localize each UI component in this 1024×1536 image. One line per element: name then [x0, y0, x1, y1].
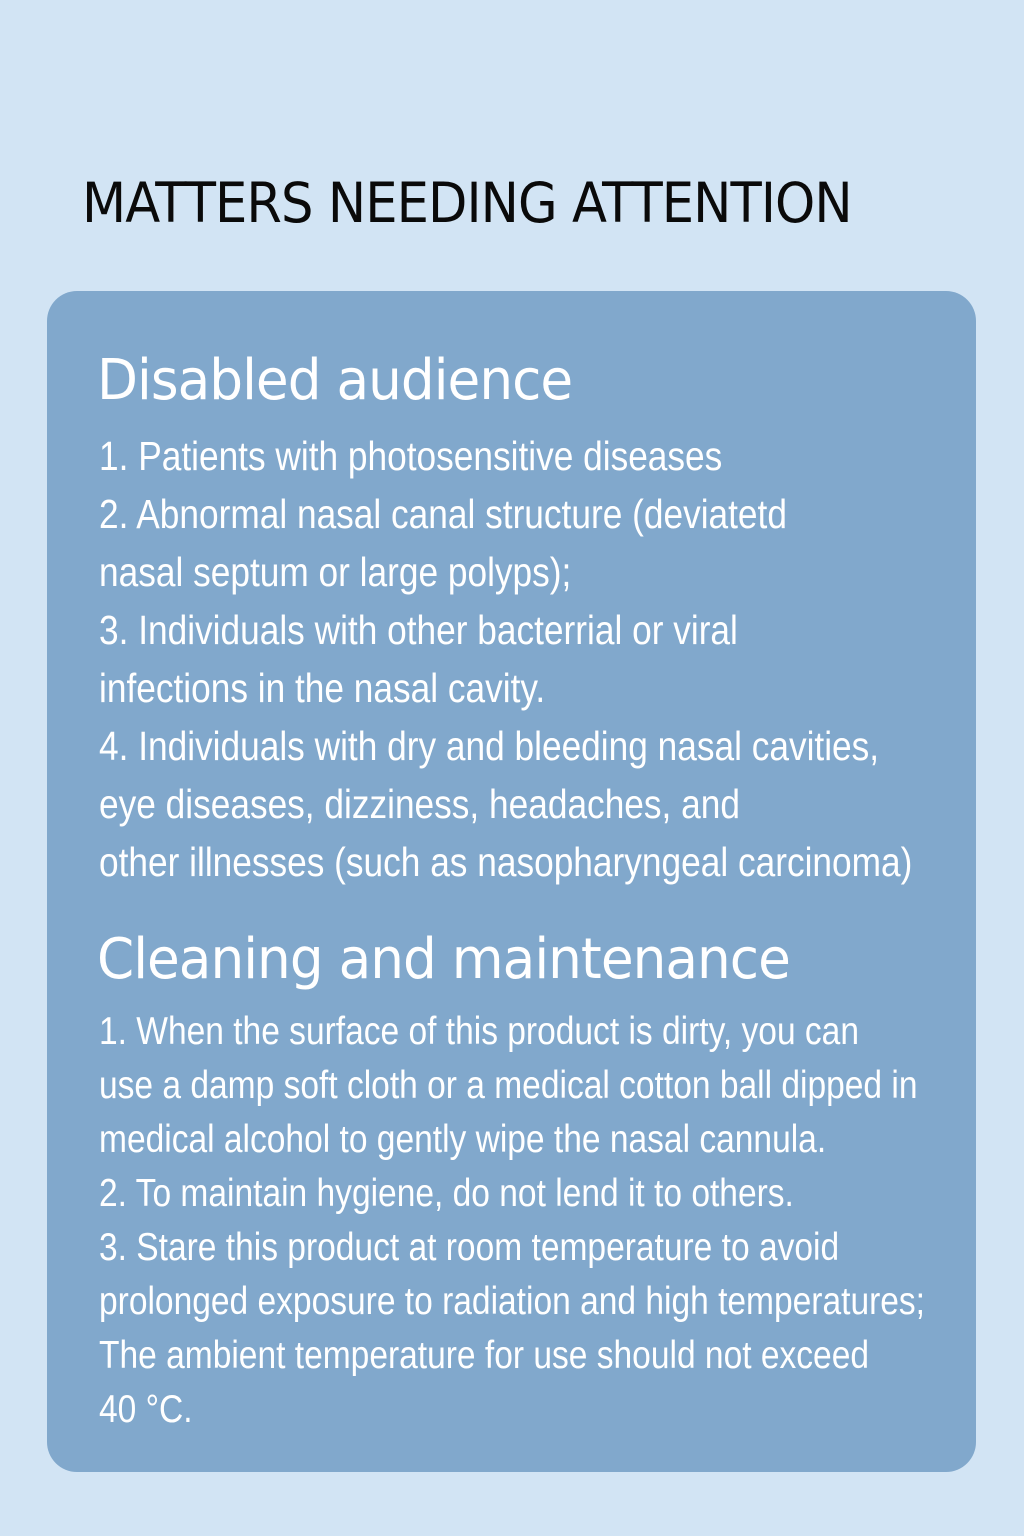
list-item: 2. To maintain hygiene, do not lend it to others. — [99, 1172, 794, 1215]
list-item: medical alcohol to gently wipe the nasal cannula. — [99, 1118, 827, 1161]
list-item: 4. Individuals with dry and bleeding nasal cavities, — [99, 723, 880, 769]
list-item: nasal septum or large polyps); — [99, 549, 572, 595]
page-title: MATTERS NEEDING ATTENTION — [82, 171, 852, 235]
cleaning-maintenance-heading: Cleaning and maintenance — [97, 927, 790, 992]
list-item: 1. Patients with photosensitive diseases — [99, 433, 723, 479]
list-item: 1. When the surface of this product is dirty, you can — [99, 1010, 859, 1053]
disabled-audience-list — [99, 427, 959, 891]
list-item: The ambient temperature for use should not exceed — [99, 1334, 870, 1377]
list-item: prolonged exposure to radiation and high temperatures; — [99, 1280, 926, 1323]
list-item: 2. Abnormal nasal canal structure (deviatetd — [99, 491, 787, 537]
list-item: use a damp soft cloth or a medical cotton ball dipped in — [99, 1064, 918, 1107]
cleaning-maintenance-list — [99, 1005, 959, 1437]
disabled-audience-heading: Disabled audience — [97, 348, 573, 413]
list-item: other illnesses (such as nasopharyngeal carcinoma) — [99, 839, 913, 885]
list-item: eye diseases, dizziness, headaches, and — [99, 781, 740, 827]
list-item: 3. Individuals with other bacterrial or viral — [99, 607, 738, 653]
list-item: 3. Stare this product at room temperature to avoid — [99, 1226, 840, 1269]
list-item: infections in the nasal cavity. — [99, 665, 546, 711]
info-panel — [47, 291, 976, 1472]
list-item: 40 °C. — [99, 1388, 193, 1431]
